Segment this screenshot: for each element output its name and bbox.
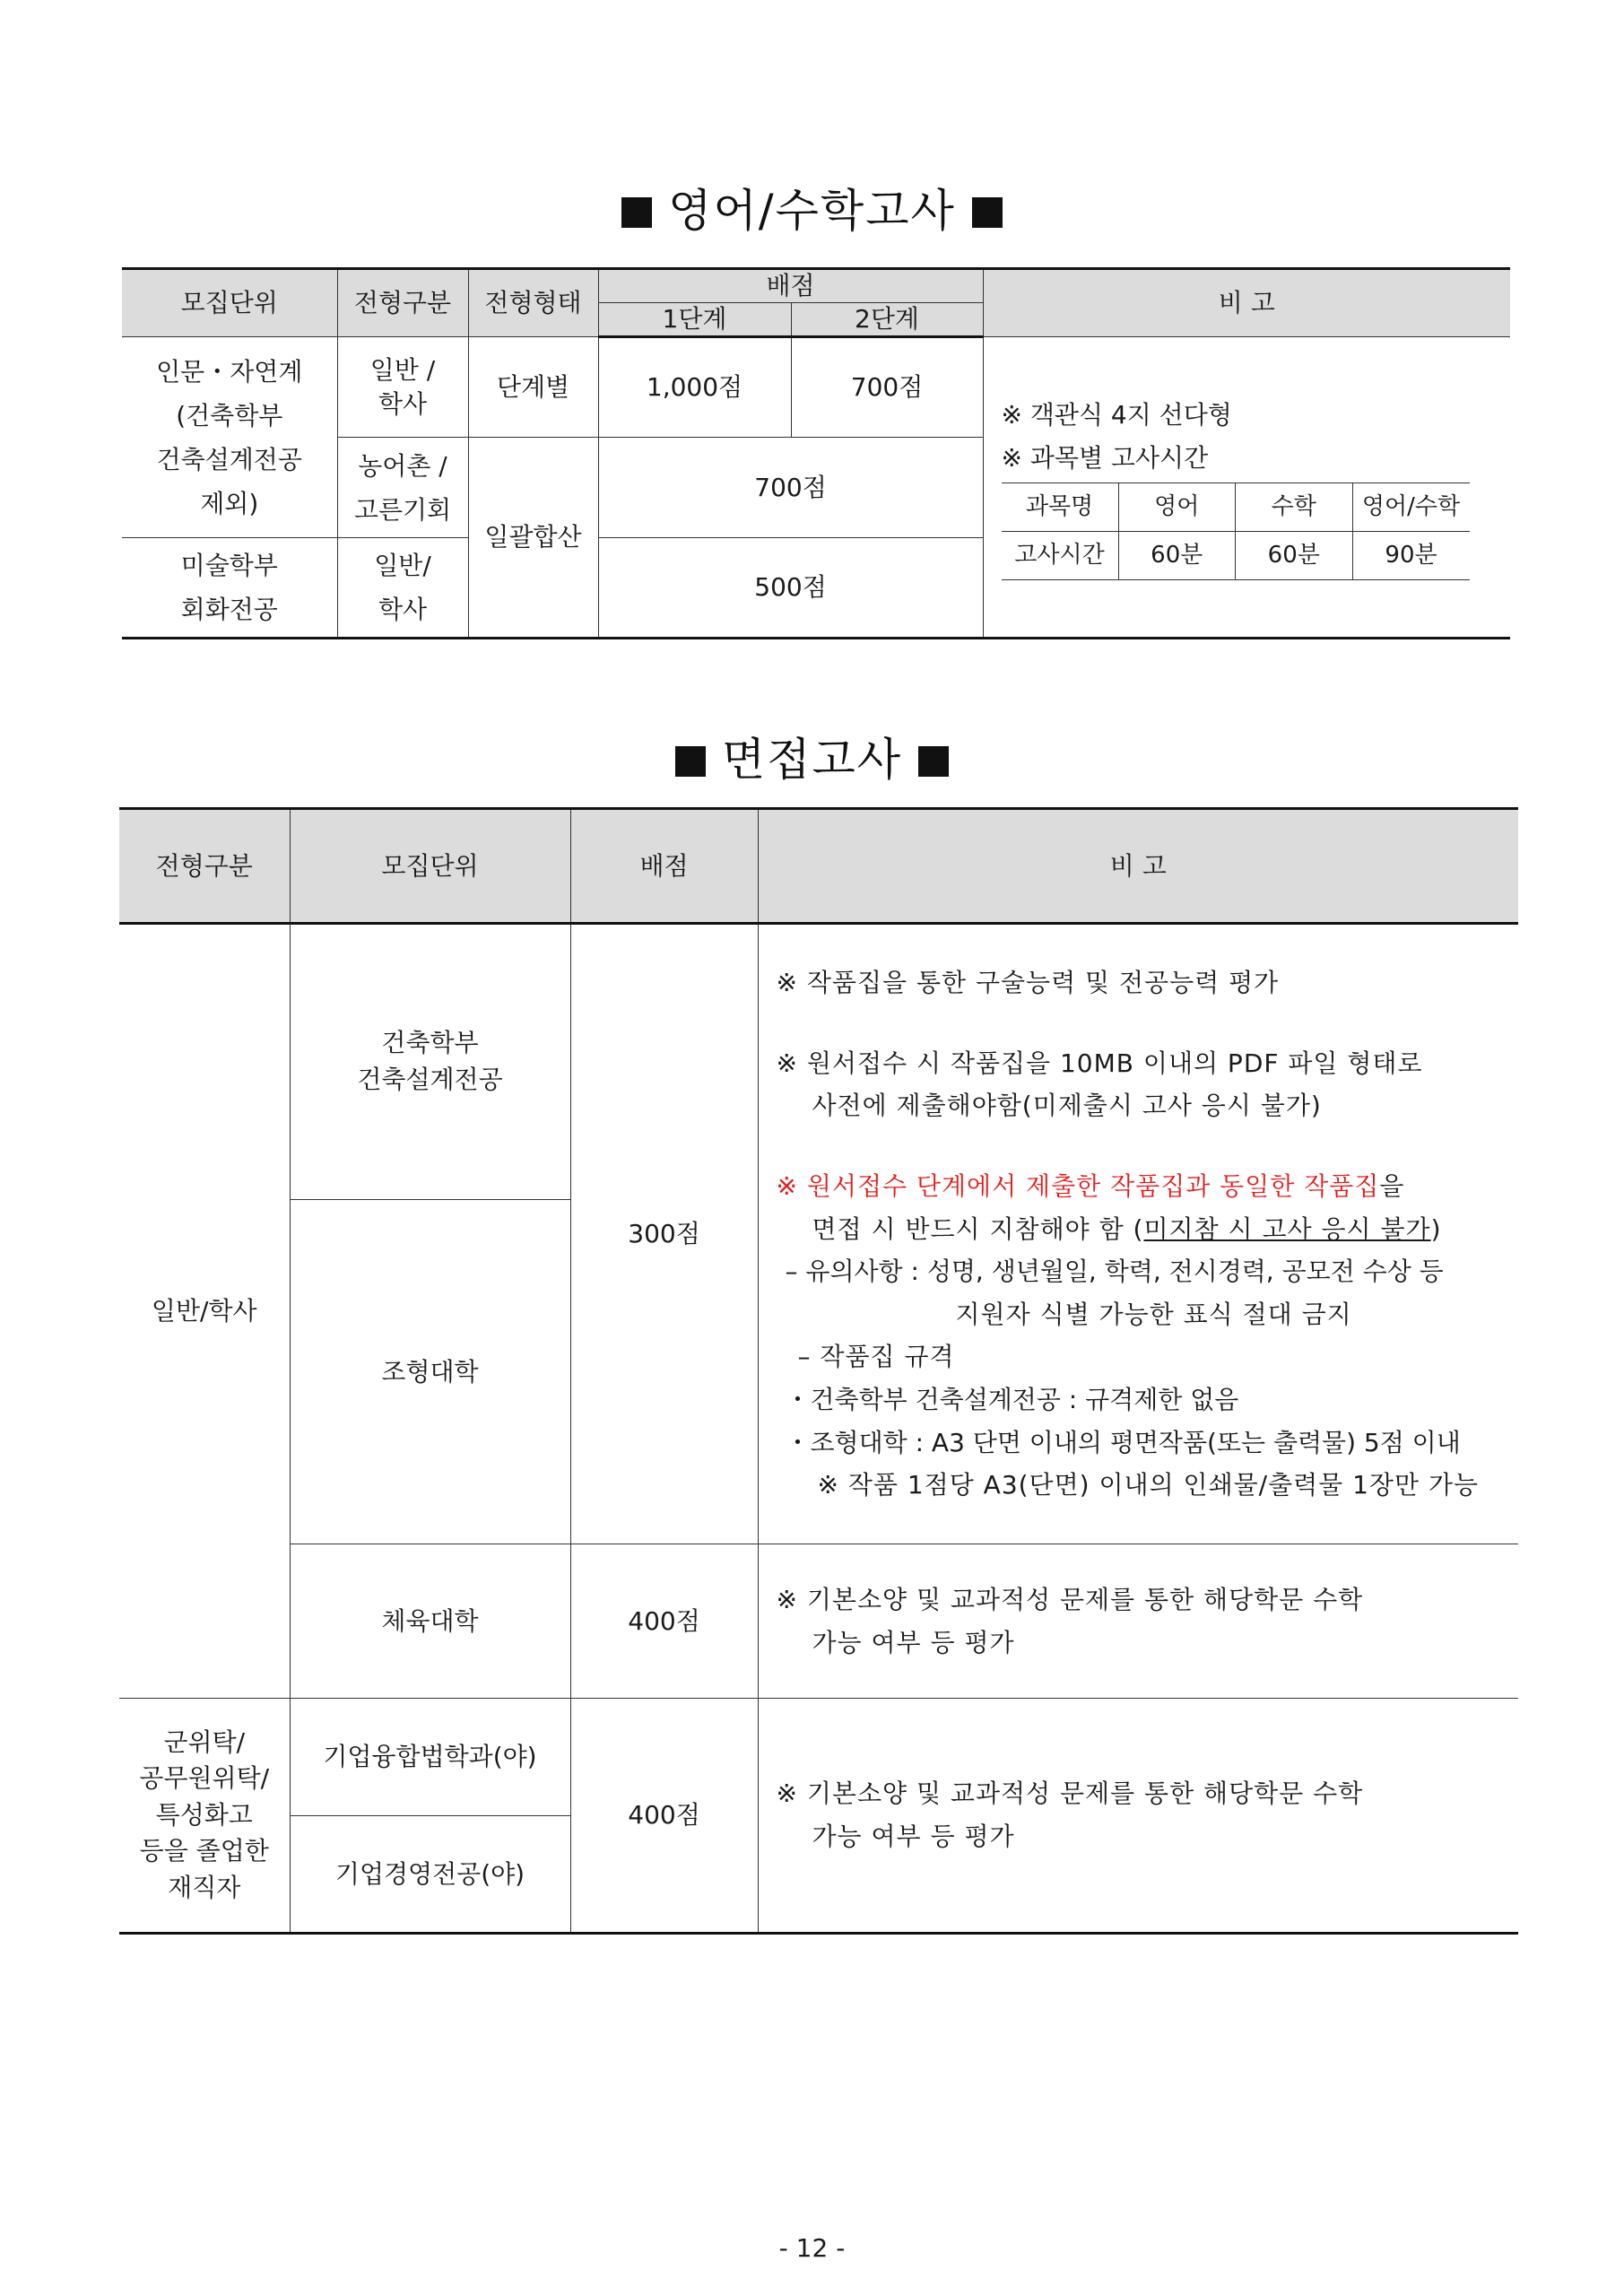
header-unit: 모집단위 <box>290 809 570 924</box>
section1-title: 영어/수학고사 <box>668 185 956 237</box>
text-line: 농어촌 / <box>358 450 447 481</box>
text-line: 회화전공 <box>180 595 278 624</box>
remark-line: 사전에 제출해야함(미제출시 고사 응시 불가) <box>812 1091 1322 1121</box>
score-400: 400점 <box>570 1544 758 1699</box>
square-bullet-icon <box>918 746 949 777</box>
remark-line: – 유의사항 : 성명, 생년월일, 학력, 전시경력, 공모전 수상 등 <box>785 1257 1444 1287</box>
remark-portfolio <box>758 924 1518 1544</box>
text-line: 제외) <box>200 488 259 518</box>
table-row <box>119 1699 1518 1816</box>
combined-score-rural: 700점 <box>598 438 983 538</box>
text-fragment: ) <box>1430 1213 1442 1244</box>
time-table-row <box>1002 532 1470 580</box>
text-fragment: 을 <box>1379 1171 1405 1202</box>
time-table-header: 영어 <box>1118 483 1236 532</box>
text-line: 학사 <box>378 595 428 624</box>
header-type: 전형형태 <box>468 269 598 337</box>
header-remark: 비 고 <box>758 809 1518 924</box>
section2-title: 면접고사 <box>721 734 903 786</box>
page-number: - 12 - <box>778 2233 846 2263</box>
category-special <box>119 1699 290 1934</box>
text-line: 미술학부 <box>180 551 278 580</box>
section1-heading <box>0 175 1624 239</box>
table-row <box>119 924 1518 1200</box>
interview-exam-table <box>119 807 1518 1935</box>
text-fragment: 면접 시 반드시 지참해야 함 ( <box>812 1213 1144 1244</box>
text-line: 건축학부 <box>381 1028 479 1058</box>
text-line: 건축설계전공 <box>357 1065 503 1094</box>
unit-art <box>122 538 337 639</box>
remark-line: ※ 작품 1점당 A3(단면) 이내의 인쇄물/출력물 1장만 가능 <box>817 1470 1480 1500</box>
remark-line: ・건축학부 건축설계전공 : 규격제한 없음 <box>785 1384 1239 1414</box>
unit-humanities <box>122 337 337 538</box>
exam-time-table <box>1002 483 1470 580</box>
text-line: 특성화고 <box>155 1799 253 1830</box>
score-400-special: 400점 <box>570 1699 758 1934</box>
unit-design: 조형대학 <box>290 1200 570 1544</box>
header-remark: 비 고 <box>983 269 1510 337</box>
header-category: 전형구분 <box>337 269 468 337</box>
remark-line: ※ 작품집을 통한 구술능력 및 전공능력 평가 <box>776 968 1280 998</box>
time-table-header-row <box>1002 483 1470 532</box>
time-table-header: 과목명 <box>1002 483 1119 532</box>
unit-corp-mgmt: 기업경영전공(야) <box>290 1816 570 1934</box>
remark-special <box>758 1699 1518 1934</box>
time-table-cell: 60분 <box>1236 532 1353 580</box>
remark-sports <box>758 1544 1518 1699</box>
text-line: 인문・자연계 <box>156 356 303 387</box>
remark-line: ※ 과목별 고사시간 <box>1001 442 1209 473</box>
table-row <box>122 337 1510 438</box>
remark-line: – 작품집 규격 <box>797 1342 955 1372</box>
table-header-row <box>119 809 1518 924</box>
text-line: 공무원위탁/ <box>139 1763 270 1794</box>
remark-line: 가능 여부 등 평가 <box>812 1627 1015 1657</box>
remark-line-highlight <box>777 1165 1519 1208</box>
combined-score-art: 500점 <box>598 538 983 639</box>
category-general-art <box>337 538 468 639</box>
remark-line: ※ 객관식 4지 선다형 <box>1001 399 1232 430</box>
text-line: 등을 졸업한 <box>139 1836 269 1866</box>
header-category: 전형구분 <box>119 809 290 924</box>
unit-architecture <box>290 924 570 1200</box>
type-staged: 단계별 <box>468 337 598 438</box>
time-table-header: 영어/수학 <box>1352 483 1470 532</box>
unit-sports: 체육대학 <box>290 1544 570 1699</box>
remark-line: ※ 원서접수 시 작품집을 10MB 이내의 PDF 파일 형태로 <box>776 1048 1423 1078</box>
text-line: 일반 / <box>369 354 436 385</box>
remark-line: ※ 기본소양 및 교과적성 문제를 통한 해당학문 수학 <box>776 1584 1364 1614</box>
score-300: 300점 <box>570 924 758 1544</box>
header-unit: 모집단위 <box>122 269 337 337</box>
table-header-row <box>122 269 1510 303</box>
header-score: 배점 <box>598 269 983 303</box>
remark-line: ・조형대학 : A3 단면 이내의 평면작품(또는 출력물) 5점 이내 <box>785 1427 1461 1457</box>
header-stage2: 2단계 <box>791 303 983 337</box>
time-table-header: 수학 <box>1236 483 1353 532</box>
stage2-score: 700점 <box>791 337 983 438</box>
square-bullet-icon <box>621 197 652 228</box>
type-combined: 일괄합산 <box>468 438 598 639</box>
header-score: 배점 <box>570 809 758 924</box>
time-table-cell: 60분 <box>1118 532 1236 580</box>
underlined-text: 미지참 시 고사 응시 불가 <box>1143 1213 1431 1244</box>
square-bullet-icon <box>675 746 706 777</box>
category-general: 일반/학사 <box>119 924 290 1699</box>
header-stage1: 1단계 <box>598 303 791 337</box>
remark-line: 지원자 식별 가능한 표식 절대 금지 <box>955 1299 1352 1329</box>
text-line: 재직자 <box>168 1872 241 1902</box>
highlight-text: ※ 원서접수 단계에서 제출한 작품집과 동일한 작품집 <box>776 1171 1380 1202</box>
square-bullet-icon <box>972 197 1003 228</box>
time-table-cell: 90분 <box>1352 532 1470 580</box>
remark-line: ※ 기본소양 및 교과적성 문제를 통한 해당학문 수학 <box>776 1779 1364 1809</box>
remark-line <box>777 1208 1519 1251</box>
category-rural <box>337 438 468 538</box>
english-math-exam-table <box>122 267 1510 639</box>
text-line: 학사 <box>378 388 428 419</box>
stage1-score: 1,000점 <box>598 337 791 438</box>
category-general <box>337 337 468 438</box>
remark-line: 가능 여부 등 평가 <box>812 1822 1015 1851</box>
text-line: 고른기회 <box>353 494 452 525</box>
table-row <box>119 1544 1518 1699</box>
unit-corp-law: 기업융합법학과(야) <box>290 1699 570 1816</box>
text-line: 건축설계전공 <box>156 444 302 474</box>
text-line: 군위탁/ <box>163 1726 246 1757</box>
text-line: 일반/ <box>374 551 431 580</box>
remark-cell <box>983 337 1510 639</box>
section2-heading <box>0 724 1624 788</box>
text-line: (건축학부 <box>176 400 283 430</box>
time-table-cell: 고사시간 <box>1002 532 1119 580</box>
